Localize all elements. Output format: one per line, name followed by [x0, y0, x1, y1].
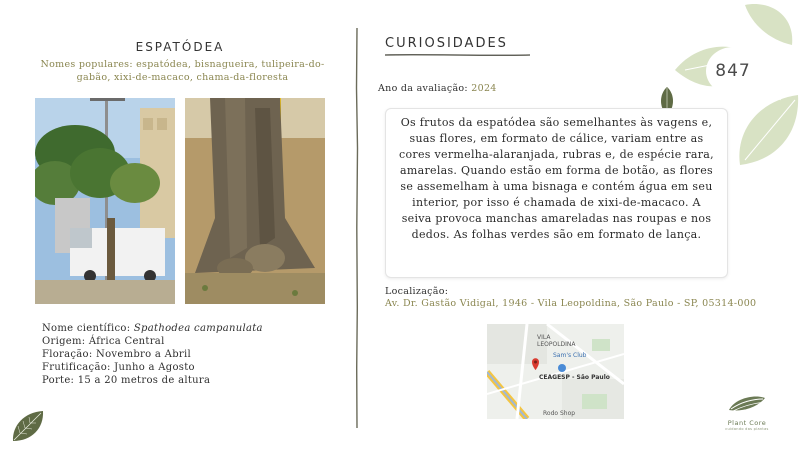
tree-trunk-photo	[185, 98, 325, 304]
column-divider	[351, 28, 363, 428]
leaf-icon	[10, 408, 46, 444]
brand-logo	[718, 392, 776, 431]
title-underline	[385, 52, 530, 58]
year-value: 2024	[471, 83, 497, 94]
brand-name: Plant Core	[727, 419, 767, 427]
map-store-label: Sam's Club	[553, 352, 587, 359]
fact-scientific-label: Nome científico:	[42, 323, 134, 334]
map-road-label: Rodo Shop	[543, 410, 576, 417]
curiosities-title: CURIOSIDADES	[385, 36, 508, 51]
curiosities-text: Os frutos da espatódea são semelhantes às vagens e, suas flores, em formato de cálice, variam entre as cores vermelha-alaranjada, rubras e, de espécie rara, amarelas. Quando estão em forma de botão, as flores se assemelham à uma bisnaga e contém água em seu interior, por isso é chamada de xixi-de-macaco. A seiva provoca manchas amareladas nas roupas e nos dedos. As folhas verdes são em formato de lança.	[385, 108, 728, 278]
evaluation-year	[378, 83, 497, 94]
map-district-line1: VILA	[537, 334, 551, 341]
fact-flowering: Floração: Novembro a Abril	[42, 349, 191, 360]
fact-origin: Origem: África Central	[42, 336, 165, 347]
fact-scientific-value: Spathodea campanulata	[133, 323, 263, 334]
location-address: Av. Dr. Gastão Vidigal, 1946 - Vila Leopoldina, São Paulo - SP, 05314-000	[385, 298, 757, 309]
plant-number-badge: 847	[715, 61, 751, 81]
map-district-line2: LEOPOLDINA	[537, 341, 576, 348]
brand-leaf-icon	[727, 392, 767, 414]
map-place-label: CEAGESP - São Paulo	[539, 374, 610, 381]
popular-names: Nomes populares: espatódea, bisnagueira, tulipeira-do-gabão, xixi-de-macaco, chama-da-floresta	[40, 59, 325, 83]
map-district-label	[537, 334, 576, 348]
tree-photo-street	[35, 98, 175, 304]
year-label: Ano da avaliação:	[378, 83, 472, 94]
fact-fruiting: Frutificação: Junho a Agosto	[42, 362, 195, 373]
plant-title: ESPATÓDEA	[135, 40, 225, 54]
plant-facts	[42, 322, 263, 387]
fact-size: Porte: 15 a 20 metros de altura	[42, 375, 211, 386]
location-map[interactable]	[487, 324, 624, 419]
location-label: Localização:	[385, 286, 449, 297]
brand-tagline: cuidando das plantas	[725, 427, 769, 431]
fact-scientific	[42, 322, 263, 335]
